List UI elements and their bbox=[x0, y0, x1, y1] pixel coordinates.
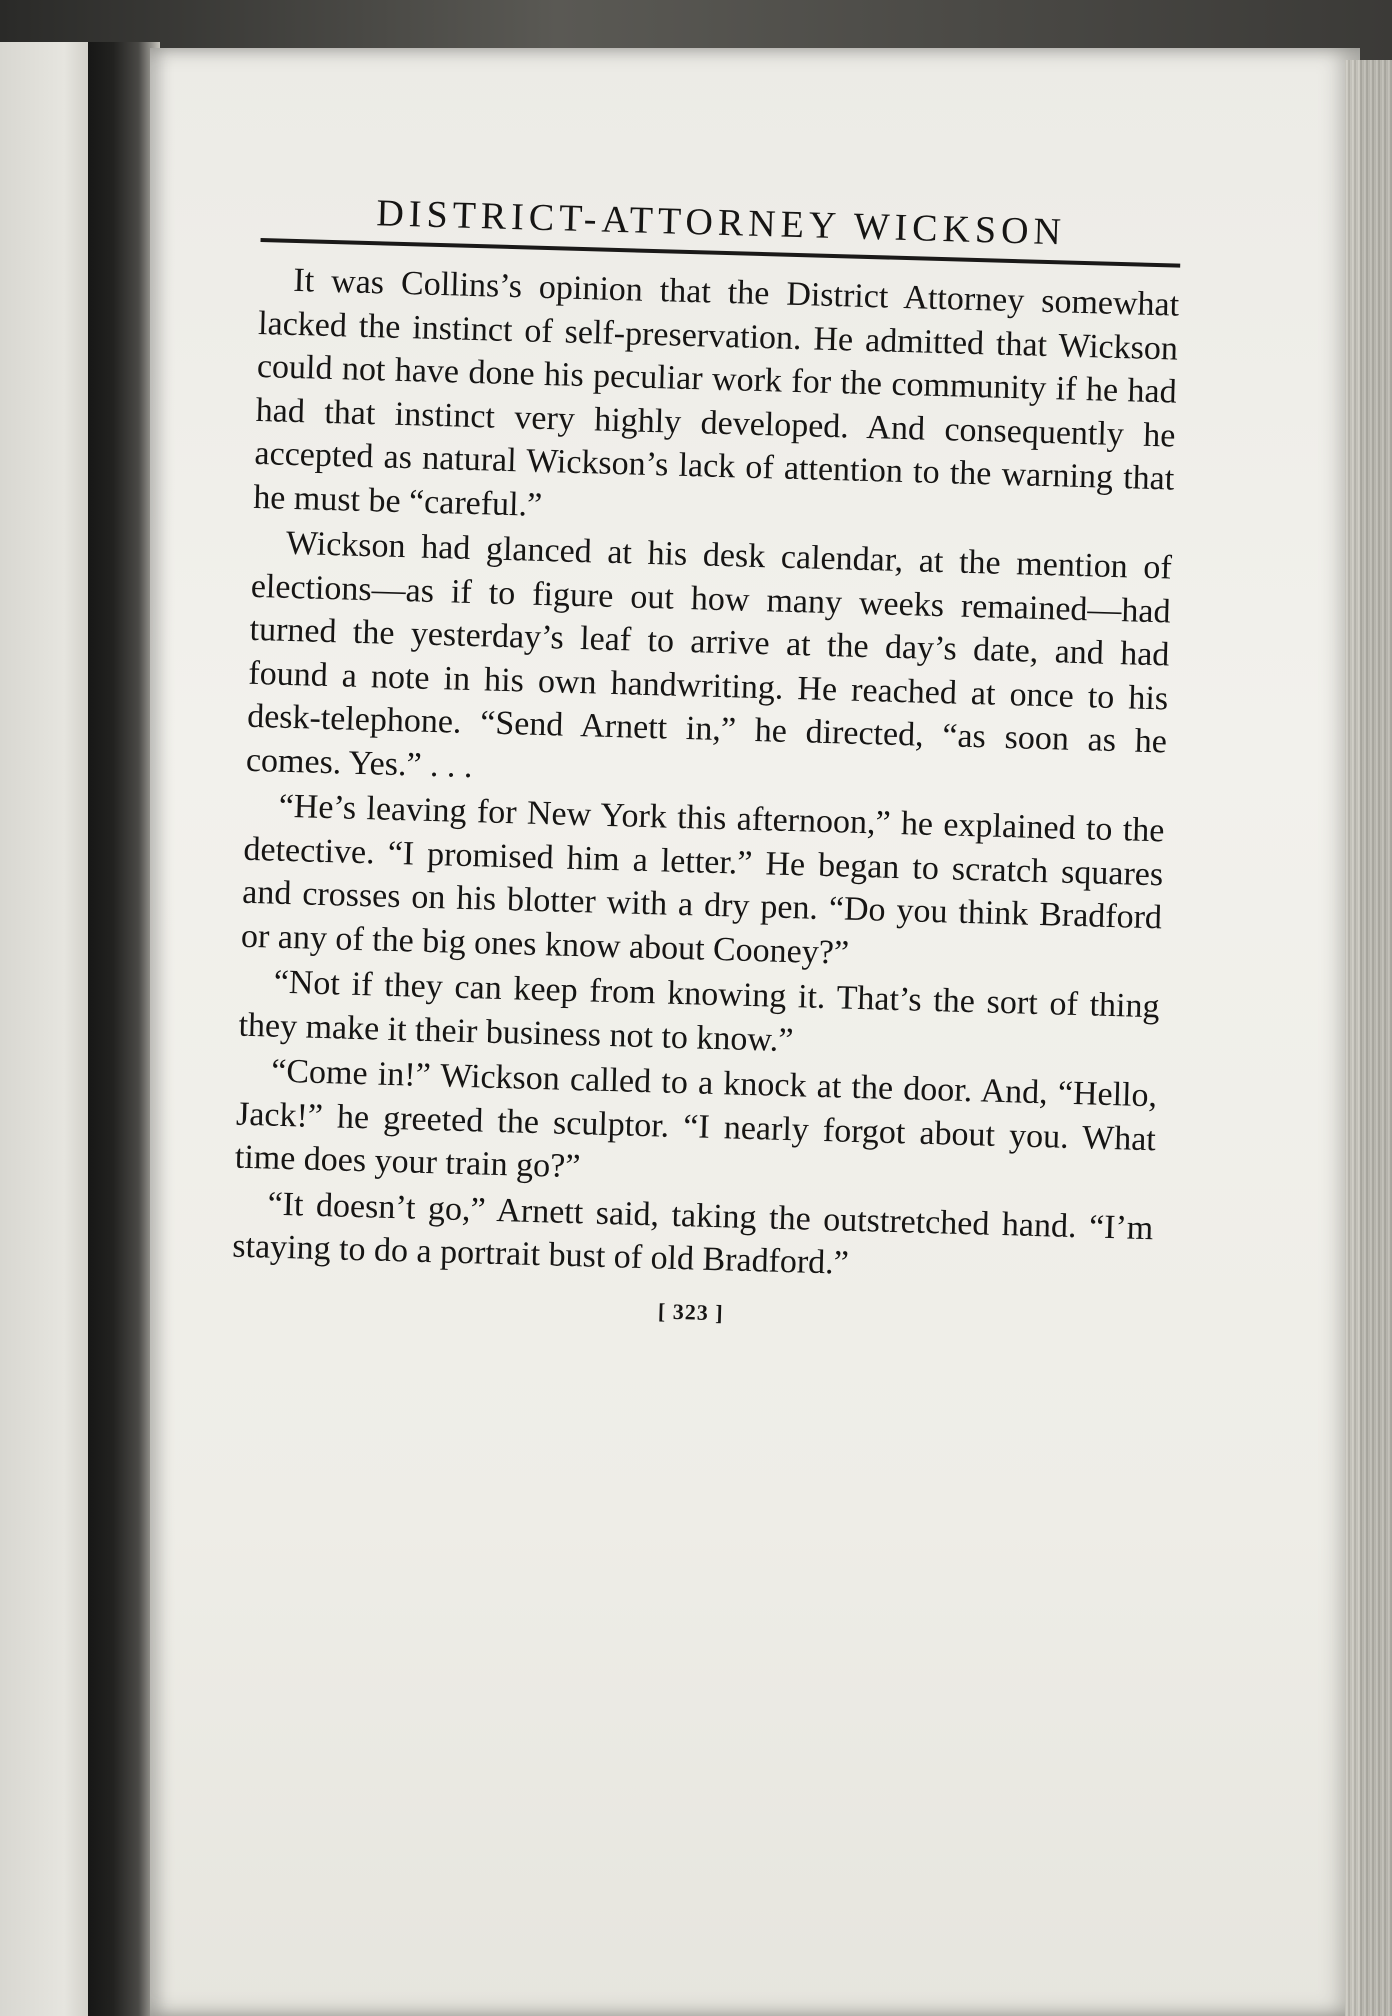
running-head: DISTRICT-ATTORNEY WICKSON bbox=[260, 188, 1181, 268]
facing-page-edge bbox=[0, 42, 92, 2016]
paragraph: “Come in!” Wickson called to a knock at the door. And, “Hello, Jack!” he greeted the sculptor. “I nearly forgot about you. What time does your train go?” bbox=[234, 1052, 1158, 1186]
paragraph: “He’s leaving for New York this afternoon,” he explained to the detective. “I promised him a letter.” He began to scratch squares and crosses on his blotter with a dry pen. “Do you think Bradford or any of the big ones know about Cooney?” bbox=[240, 787, 1165, 972]
page-number: [ 323 ] bbox=[657, 1297, 724, 1325]
paragraph: “It doesn’t go,” Arnett said, taking the outstretched hand. “I’m staying to do a portrait bust of old Bradford.” bbox=[231, 1185, 1154, 1282]
page-stack-edge bbox=[1345, 60, 1392, 2016]
page-content bbox=[231, 188, 1182, 1338]
paragraph: It was Collins’s opinion that the District Attorney somewhat lacked the instinct of self-preservation. He admitted that Wickson could not have done his peculiar work for the community if he had had that instinct very highly developed. And consequently he accepted as natural Wickson’s lack of attention to the warning that he must be “careful.” bbox=[252, 261, 1180, 524]
paragraph: Wickson had glanced at his desk calendar, at the mention of elections—as if to figure out how many weeks remained—had turned the yesterday’s leaf to arrive at the day’s date, and had found a note in his own handwriting. He reached at once to his desk-telephone. “Send Arnett in,” he directed, “as soon as he comes. Yes.” . . . bbox=[245, 524, 1173, 785]
paragraph: “Not if they can keep from knowing it. That’s the sort of thing they make it their business not to know.” bbox=[238, 963, 1161, 1059]
